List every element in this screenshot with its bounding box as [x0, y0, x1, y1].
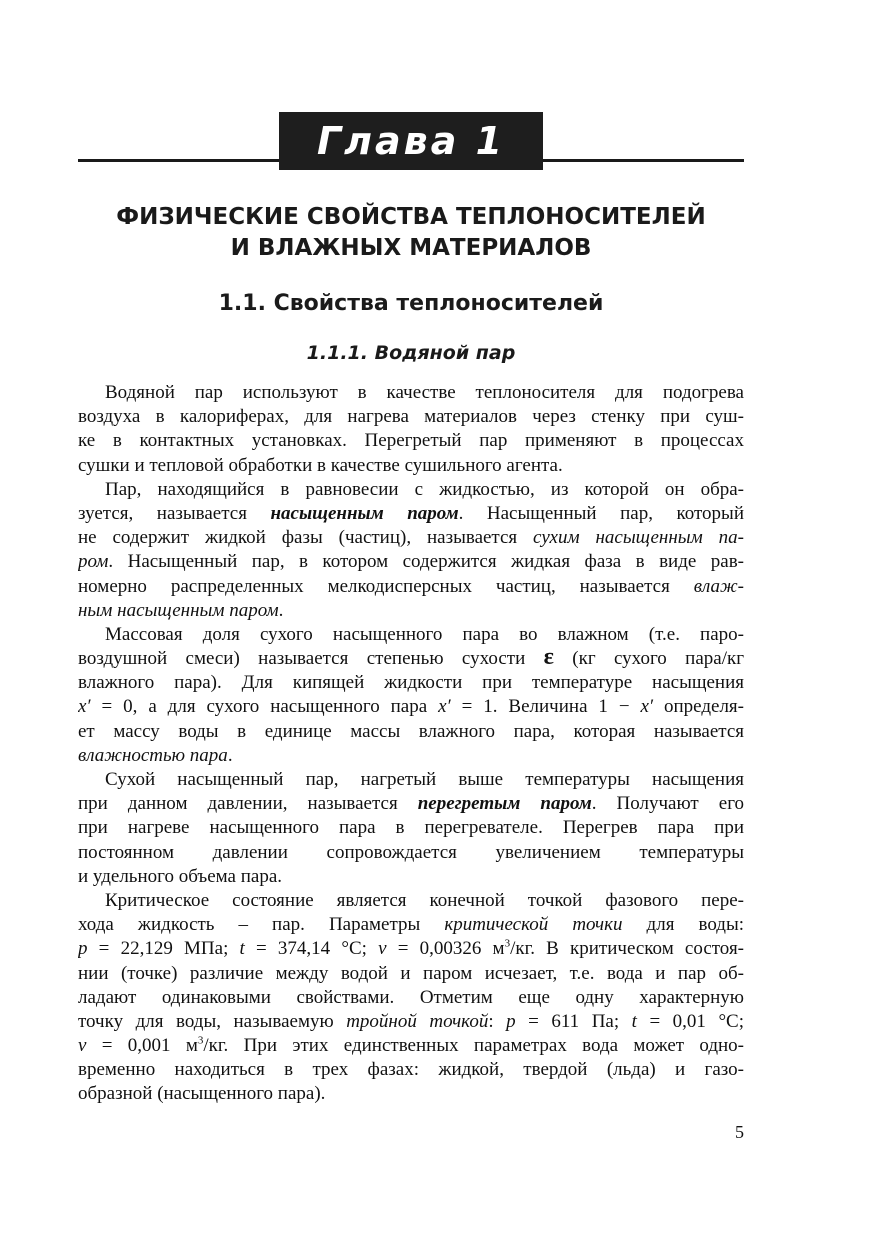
text-line: номерно распределенных мелкодисперсных частиц, называется влаж- — [78, 575, 744, 597]
text-line: Сухой насыщенный пар, нагретый выше температуры насыщения — [105, 769, 744, 790]
text-line: x′ = 0, а для сухого насыщенного пара x′ = 1. Величина 1 − x′ определя- — [78, 696, 744, 718]
term-italic: критической точки — [444, 914, 623, 936]
text-line: ром. Насыщенный пар, в котором содержится жидкая фаза в виде рав- — [78, 551, 744, 573]
text-line: v = 0,001 $м^3/кг$. При этих единственных параметрах вода может одно- — [78, 1034, 744, 1057]
text-line: Массовая доля сухого насыщенного пара во влажном (т.е. паро- — [105, 623, 744, 645]
text-line: зуется, называется насыщенным паром. Насыщенный пар, который — [78, 502, 744, 524]
chapter-title-line: ФИЗИЧЕСКИЕ СВОЙСТВА ТЕПЛОНОСИТЕЛЕЙ — [116, 204, 706, 230]
term-emphasis: насыщенным паром — [270, 502, 459, 524]
text-line: образной (насыщенного пара). — [78, 1083, 326, 1105]
text-line: воздушной смеси) называется степенью сухости ε (кг сухого пара/кг — [78, 647, 744, 671]
text-line: ным насыщенным паром. — [78, 599, 284, 621]
chapter-title — [78, 202, 744, 264]
text-line: сушки и тепловой обработки в качестве сушильного агента. — [78, 454, 563, 476]
text-line: временно находиться в трех фазах: жидкой, твердой (льда) и газо- — [78, 1059, 744, 1081]
term-italic: влаж- — [693, 575, 744, 597]
term-emphasis: перегретым паром — [417, 793, 592, 815]
term-italic: тройной точкой — [346, 1010, 489, 1032]
paragraph — [78, 623, 744, 768]
paragraph — [78, 478, 744, 623]
text-line: ке в контактных установках. Перегретый пар применяют в процессах — [78, 430, 744, 452]
text-line: при данном давлении, называется перегретым паром. Получают его — [78, 793, 744, 815]
text-line: ет массу воды в единице массы влажного пара, которая называется — [78, 720, 744, 742]
term-italic: ным насыщенным паром — [78, 599, 279, 621]
text-line: и удельного объема пара. — [78, 865, 283, 887]
text-line: при нагреве насыщенного пара в перегревателе. Перегрев пара при — [78, 817, 744, 839]
paragraph — [78, 381, 744, 478]
text-line: воздуха в калориферах, для нагрева материалов через стенку при суш- — [78, 406, 744, 428]
paragraph — [78, 768, 744, 889]
page-number: 5 — [735, 1122, 744, 1142]
text-line: постоянном давлении сопровождается увеличением температуры — [78, 841, 744, 863]
text-line: точку для воды, называемую тройной точкой: p = 611 Па; t = 0,01 °С; — [78, 1010, 744, 1032]
text-line: нии (точке) различие между водой и паром исчезает, т.е. вода и пар об- — [78, 962, 744, 984]
text-line: хода жидкость – пар. Параметры критической точки для воды: — [78, 914, 744, 936]
term-italic: ром — [78, 551, 109, 573]
text-line: не содержит жидкой фазы (частиц), называется сухим насыщенным па- — [78, 527, 744, 549]
body-text — [78, 381, 744, 1107]
chapter-label: Глава 1 — [279, 112, 543, 170]
text-line: влажностью пара. — [78, 744, 233, 766]
epsilon-symbol: ε — [543, 647, 554, 671]
subsection-heading: 1.1.1. Водяной пар — [306, 342, 516, 364]
chapter-title-line: И ВЛАЖНЫХ МАТЕРИАЛОВ — [230, 235, 592, 261]
text-line: ладают одинаковыми свойствами. Отметим еще одну характерную — [78, 986, 744, 1008]
text-line: p = 22,129 МПа; t = 374,14 °С; v = 0,00326 $м^3/кг$. В критическом состоя- — [78, 937, 744, 960]
text-line: Водяной пар используют в качестве теплоносителя для подогрева — [105, 382, 744, 403]
paragraph — [78, 889, 744, 1107]
text-line: Пар, находящийся в равновесии с жидкостью, из которой он обра- — [105, 478, 744, 500]
text-line: Критическое состояние является конечной точкой фазового пере- — [105, 889, 744, 911]
term-italic: влажностью пара — [78, 744, 228, 766]
text-line: влажного пара). Для кипящей жидкости при температуре насыщения — [78, 672, 744, 694]
term-italic: сухим насыщенным па- — [533, 527, 744, 549]
section-heading: 1.1. Свойства теплоносителей — [218, 291, 604, 316]
